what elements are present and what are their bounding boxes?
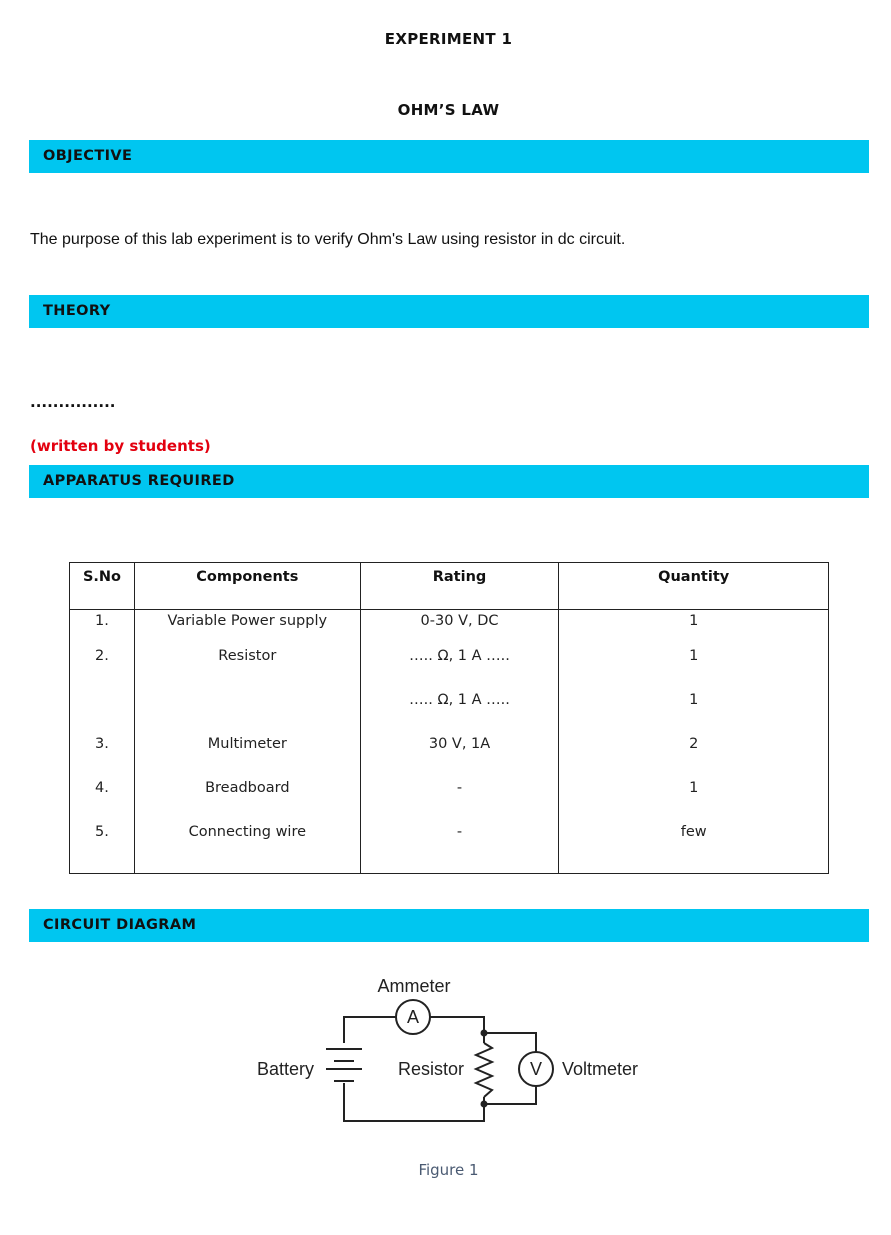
table-row (70, 722, 829, 766)
cell-component: Breadboard (134, 766, 360, 810)
experiment-title: OHM’S LAW (397, 101, 500, 119)
cell-rating: ….. Ω, 1 A ….. (360, 678, 559, 722)
table-row (70, 678, 829, 722)
cell-quantity: 1 (559, 610, 829, 635)
voltmeter-label: Voltmeter (562, 1059, 639, 1079)
section-apparatus: APPARATUS REQUIRED (29, 465, 869, 498)
cell-quantity: 2 (559, 722, 829, 766)
cell-component: Resistor (134, 634, 360, 678)
table-row (70, 634, 829, 678)
objective-text: The purpose of this lab experiment is to verify Ohm's Law using resistor in dc circuit. (30, 231, 626, 248)
cell-rating: - (360, 810, 559, 874)
cell-sno: 1. (70, 610, 135, 635)
junction-dot (481, 1030, 488, 1037)
experiment-number: EXPERIMENT 1 (384, 30, 513, 48)
resistor-symbol (476, 1043, 492, 1097)
cell-quantity: 1 (559, 634, 829, 678)
cell-component (134, 678, 360, 722)
section-circuit-diagram: CIRCUIT DIAGRAM (29, 909, 869, 942)
cell-quantity: 1 (559, 678, 829, 722)
table-header-row (70, 563, 829, 610)
cell-component: Connecting wire (134, 810, 360, 874)
header-components: Components (134, 563, 360, 610)
section-objective: OBJECTIVE (29, 140, 869, 173)
cell-rating: 30 V, 1A (360, 722, 559, 766)
circuit-diagram (240, 965, 660, 1139)
cell-sno: 4. (70, 766, 135, 810)
cell-component: Variable Power supply (134, 610, 360, 635)
cell-sno: 3. (70, 722, 135, 766)
header-rating: Rating (360, 563, 559, 610)
cell-quantity: few (559, 810, 829, 874)
table-row (70, 610, 829, 635)
theory-placeholder: ............... (30, 393, 116, 411)
cell-sno: 2. (70, 634, 135, 678)
ammeter-label: Ammeter (377, 976, 451, 996)
ammeter-letter: A (406, 1007, 420, 1027)
junction-dot (481, 1101, 488, 1108)
cell-rating: 0-30 V, DC (360, 610, 559, 635)
section-theory: THEORY (29, 295, 869, 328)
cell-rating: ….. Ω, 1 A ….. (360, 634, 559, 678)
header-quantity: Quantity (559, 563, 829, 610)
apparatus-table (69, 562, 829, 874)
table-row (70, 810, 829, 874)
header-sno: S.No (70, 563, 135, 610)
cell-component: Multimeter (134, 722, 360, 766)
theory-note: (written by students) (30, 437, 211, 455)
battery-label: Battery (256, 1059, 314, 1079)
cell-rating: - (360, 766, 559, 810)
resistor-label: Resistor (397, 1059, 464, 1079)
figure-caption: Figure 1 (418, 1161, 479, 1179)
voltmeter-letter: V (529, 1059, 543, 1079)
battery-symbol (326, 1049, 362, 1081)
cell-sno: 5. (70, 810, 135, 874)
table-row (70, 766, 829, 810)
cell-quantity: 1 (559, 766, 829, 810)
cell-sno (70, 678, 135, 722)
